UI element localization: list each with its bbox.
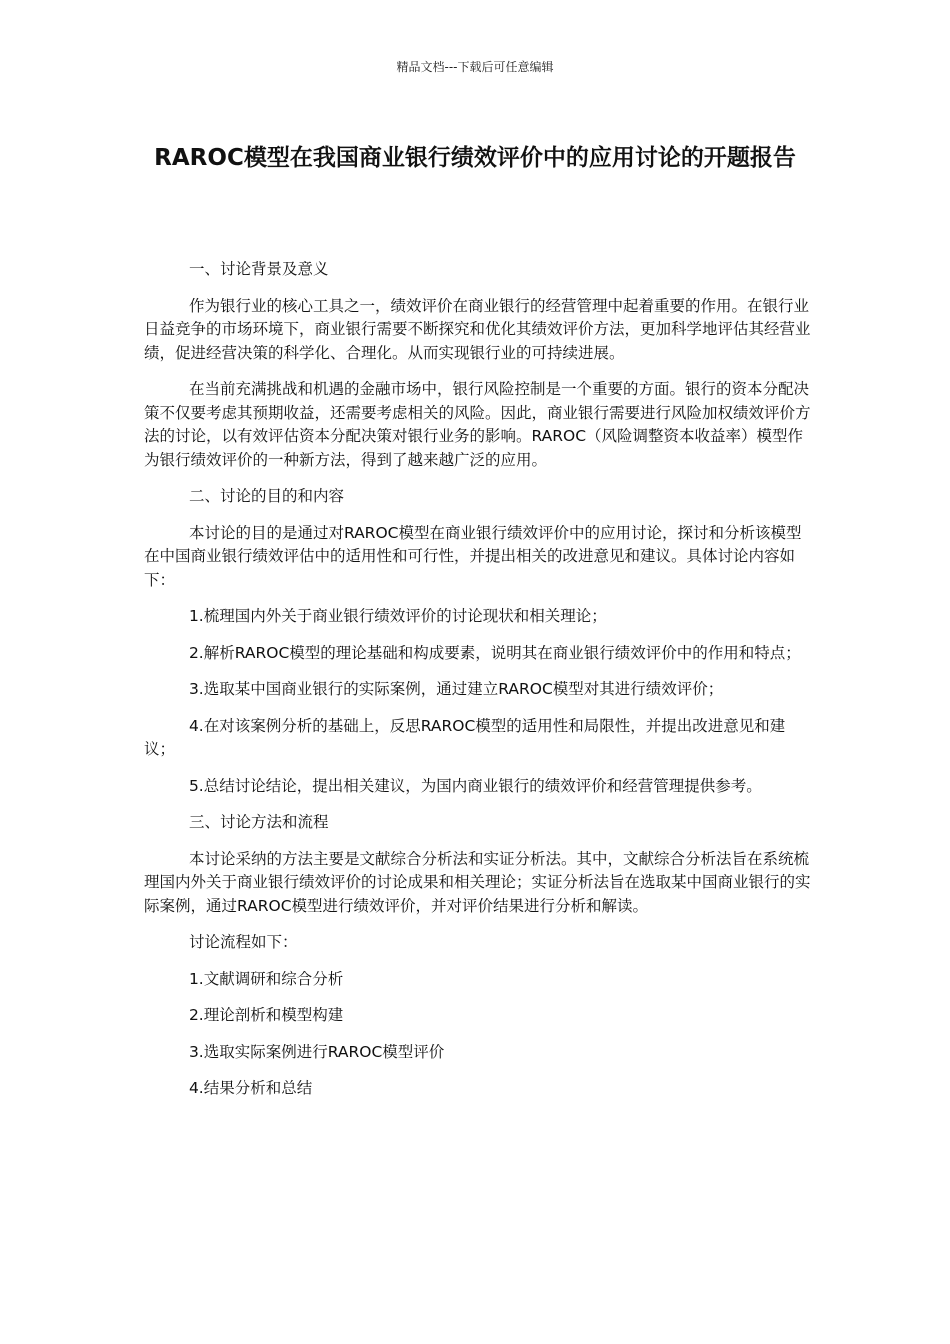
list-item: 5.总结讨论结论，提出相关建议，为国内商业银行的绩效评价和经营管理提供参考。 bbox=[188, 776, 762, 795]
list-item: 1.文献调研和综合分析 bbox=[188, 969, 344, 988]
paragraph: 讨论流程如下： bbox=[188, 933, 298, 951]
paragraph: 作为银行业的核心工具之一，绩效评价在商业银行的经营管理中起着重要的作用。在银行业日益竞争的市场环境下，商业银行需要不断探究和优化其绩效评价方法，更加科学地评估其经营业绩，促进经营决策的科学化、合理化。从而实现银行业的可持续进展。 bbox=[144, 296, 811, 362]
document-title: RAROC模型在我国商业银行绩效评价中的应用讨论的开题报告 bbox=[154, 145, 796, 171]
list-item: 3.选取某中国商业银行的实际案例，通过建立RAROC模型对其进行绩效评价； bbox=[188, 680, 724, 698]
list-item: 1.梳理国内外关于商业银行绩效评价的讨论现状和相关理论； bbox=[188, 607, 607, 625]
list-item: 2.理论剖析和模型构建 bbox=[188, 1006, 344, 1024]
list-item: 3.选取实际案例进行RAROC模型评价 bbox=[188, 1042, 445, 1061]
list-item: 2.解析RAROC模型的理论基础和构成要素，说明其在商业银行绩效评价中的作用和特点； bbox=[188, 643, 801, 662]
paragraph: 本讨论采纳的方法主要是文献综合分析法和实证分析法。其中，文献综合分析法旨在系统梳理国内外关于商业银行绩效评价的讨论成果和相关理论；实证分析法旨在选取某中国商业银行的实际案例，通过RAROC模型进行绩效评价，并对评价结果进行分析和解读。 bbox=[144, 849, 811, 915]
list-item: 4.在对该案例分析的基础上，反思RAROC模型的适用性和局限性，并提出改进意见和建议； bbox=[144, 716, 786, 758]
list-item: 4.结果分析和总结 bbox=[188, 1079, 313, 1097]
paragraph: 本讨论的目的是通过对RAROC模型在商业银行绩效评价中的应用讨论，探讨和分析该模型在中国商业银行绩效评估中的适用性和可行性，并提出相关的改进意见和建议。具体讨论内容如下： bbox=[144, 523, 802, 589]
page-header-note: 精品文档---下载后可任意编辑 bbox=[396, 60, 554, 74]
section-heading-method: 三、讨论方法和流程 bbox=[188, 813, 329, 831]
document-body bbox=[144, 258, 812, 1114]
section-heading-background: 一、讨论背景及意义 bbox=[188, 260, 329, 278]
paragraph: 在当前充满挑战和机遇的金融市场中，银行风险控制是一个重要的方面。银行的资本分配决策不仅要考虑其预期收益，还需要考虑相关的风险。因此，商业银行需要进行风险加权绩效评价方法的讨论，以有效评估资本分配决策对银行业务的影响。RAROC（风险调整资本收益率）模型作为银行绩效评价的一种新方法，得到了越来越广泛的应用。 bbox=[144, 380, 811, 469]
section-heading-purpose: 二、讨论的目的和内容 bbox=[188, 487, 344, 505]
